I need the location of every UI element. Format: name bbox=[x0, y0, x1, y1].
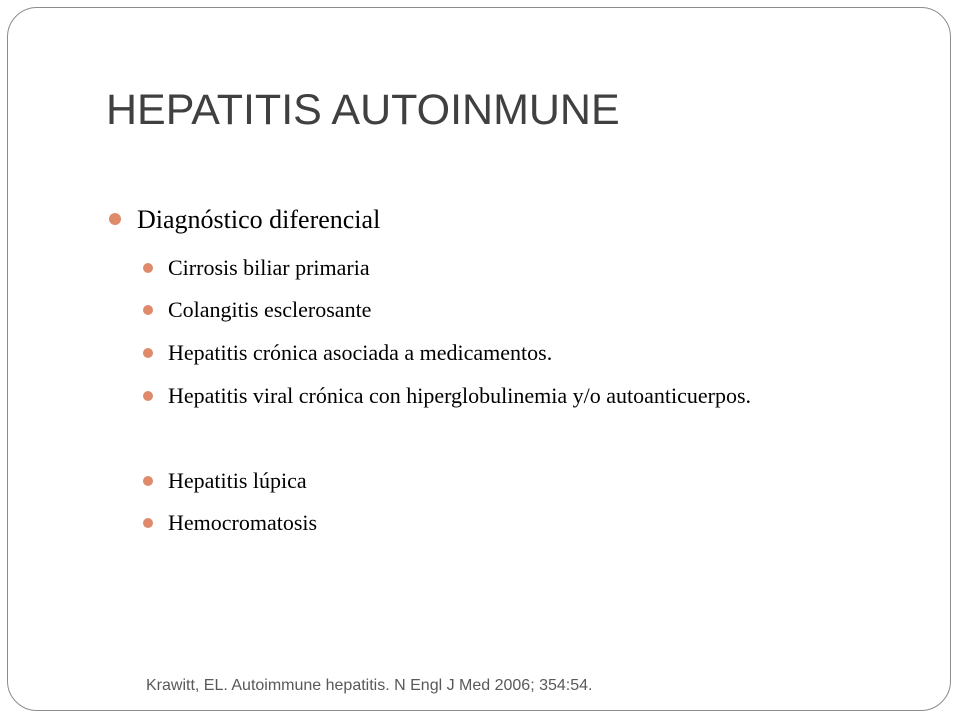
list-item: Hepatitis lúpica bbox=[168, 468, 307, 493]
citation: Krawitt, EL. Autoimmune hepatitis. N Engl J Med 2006; 354:54. bbox=[146, 677, 593, 694]
list-item: Hepatitis viral crónica con hiperglobulinemia y/o autoanticuerpos. bbox=[168, 383, 752, 408]
bullet-dot-icon bbox=[143, 263, 153, 273]
bullet-dot-icon bbox=[109, 213, 121, 225]
bullet-dot-icon bbox=[143, 305, 153, 315]
heading-bullet: Diagnóstico diferencial bbox=[137, 205, 381, 234]
bullet-dot-icon bbox=[143, 518, 153, 528]
bullet-dot-icon bbox=[143, 391, 153, 401]
bullet-dot-icon bbox=[143, 476, 153, 486]
bullet-dot-icon bbox=[143, 348, 153, 358]
list-item: Hepatitis crónica asociada a medicamentos. bbox=[168, 340, 553, 365]
list-item: Cirrosis biliar primaria bbox=[168, 255, 370, 280]
list-item: Colangitis esclerosante bbox=[168, 297, 372, 322]
slide-title: HEPATITIS AUTOINMUNE bbox=[106, 86, 620, 134]
list-item: Hemocromatosis bbox=[168, 510, 318, 535]
